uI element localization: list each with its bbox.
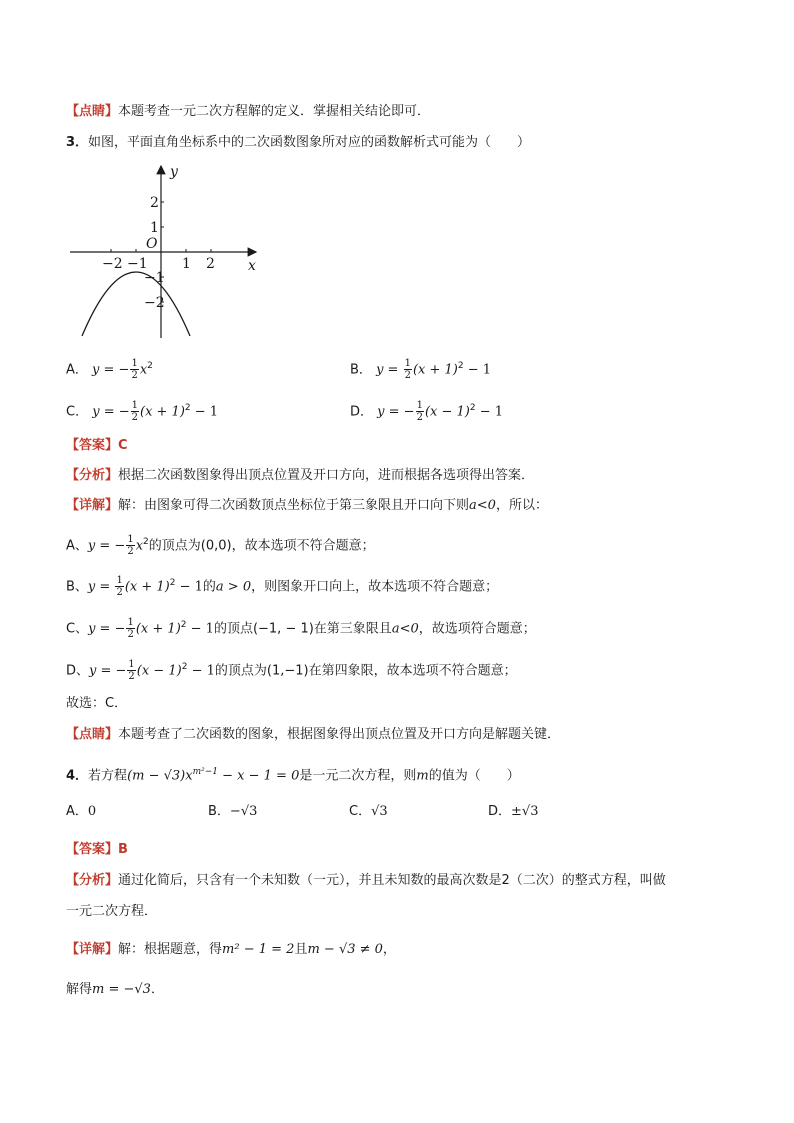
q3-choose [66,694,734,714]
option-b[interactable] [350,356,491,381]
question-text: 如图，平面直角坐标系中的二次函数图象所对应的函数解析式可能为（ ） [88,135,531,150]
analysis-tag: 【分析】 [66,873,119,888]
option-label: A． [66,362,88,378]
formula-part: x [135,538,144,554]
exponent: 2 [181,662,188,672]
q3-answer [66,436,734,456]
fraction: $\frac{1}{2}$ [131,358,138,382]
formula-part: (x + 1) [140,404,185,420]
detail-math: a<0 [469,498,496,513]
formula-part: y = − [87,538,126,554]
explain-math: a > 0 [215,579,252,595]
exponent: m²−1 [192,767,218,777]
solve-text: ． [150,982,164,997]
fraction: $\frac{1}{2}$ [127,534,134,558]
option-b[interactable] [208,802,257,822]
option-d[interactable] [488,802,538,822]
answer-tag: 【答案】 [66,842,119,857]
option-label: A． [66,804,88,819]
exponent: 2 [169,578,176,588]
explain-text: ，则图象开口向上，故本选项不符合题意； [251,579,499,595]
explain-text: ，故选项符合题意； [418,621,536,637]
x-axis-label: x [248,258,256,274]
option-value: −√3 [229,804,258,819]
detail-math: m − √3 ≠ 0 [307,942,383,957]
detail-tag: 【详解】 [66,942,119,957]
q3-analysis [66,466,734,486]
explain-b [66,573,734,598]
option-label: D． [488,804,512,819]
fraction: $\frac{1}{2}$ [128,659,135,683]
equation: (m − √3)x [127,768,193,784]
fraction: $\frac{1}{2}$ [416,400,423,424]
formula-part: y = − [92,404,130,420]
option-a[interactable] [66,356,153,381]
parabola-curve [82,272,190,336]
formula-part: y = [87,579,115,595]
formula-part: (x + 1) [135,621,181,637]
formula-part: y = [376,362,403,378]
solve-math: m = −√3 [92,982,151,997]
x-tick-label: −1 [127,256,148,272]
question-text: 的值为（ ） [428,768,520,784]
formula-part: − 1 [187,663,215,679]
parabola-graph [66,158,266,344]
q4-solve [66,980,734,1000]
exponent: 2 [184,403,191,413]
q2-remark [66,102,734,122]
option-label: D． [350,404,374,420]
detail-tag: 【详解】 [66,498,119,513]
option-a[interactable] [66,802,96,822]
detail-text-end: ，所以： [495,498,548,513]
x-tick-label: 1 [182,256,191,272]
fraction: $\frac{1}{2}$ [116,575,123,599]
fraction: $\frac{1}{2}$ [404,358,411,382]
y-tick-label: −1 [144,270,165,286]
origin-label: O [146,236,158,252]
option-value: 0 [87,804,97,819]
explain-lead: C、 [66,621,89,637]
explain-lead: A、 [66,538,88,554]
explain-a [66,532,734,557]
y-tick-label: −2 [144,295,165,311]
choose-text: 故选：C． [66,696,128,711]
remark-text: 本题考查了二次函数的图象，根据图象得出顶点位置及开口方向是解题关键． [118,727,561,742]
fraction: $\frac{1}{2}$ [127,617,134,641]
exponent: 2 [469,403,476,413]
exponent: 2 [180,620,187,630]
x-tick-label: −2 [102,256,123,272]
solve-text: 解得 [66,982,93,997]
question-number: 3． [66,135,89,150]
formula-part: − 1 [190,404,219,420]
explain-lead: B、 [66,579,88,595]
answer-value: C [118,438,128,453]
answer-tag: 【答案】 [66,438,119,453]
analysis-text: 一元二次方程． [66,904,158,919]
formula-part: y = − [88,621,126,637]
option-value: √3 [371,804,388,819]
y-tick-label: 1 [150,220,159,236]
formula-part: − 1 [175,579,203,595]
analysis-text: 通过化简后，只含有一个未知数（一元），并且未知数的最高次数是2（二次）的整式方程，叫做 [118,873,666,888]
formula-part: − 1 [475,404,504,420]
formula-part: − 1 [463,362,492,378]
y-tick-label: 2 [150,195,159,211]
q4-detail [66,940,734,960]
option-label: B． [350,362,372,378]
formula-part: y = − [92,362,130,378]
remark-tag: 【点睛】 [66,104,119,119]
formula-part: y = − [377,404,415,420]
equation-tail: − x − 1 = 0 [218,768,300,784]
formula-part: (x + 1) [412,362,458,378]
explain-lead: D、 [66,663,90,679]
option-label: C． [66,404,89,420]
q3-detail [66,496,734,516]
option-value: ±√3 [511,804,539,819]
formula-part: − 1 [186,621,214,637]
analysis-tag: 【分析】 [66,468,119,483]
detail-text: 且 [294,942,308,957]
explain-text: 的顶点(−1, − 1)在第三象限且 [213,621,392,637]
exponent: 2 [143,537,149,547]
q4-stem [66,762,734,786]
option-label: C． [349,804,372,819]
formula-part: (x − 1) [136,663,182,679]
explain-c [66,615,734,640]
remark-tag: 【点睛】 [66,727,119,742]
formula-part: (x + 1) [124,579,170,595]
q4-analysis-cont [66,902,734,922]
option-c[interactable] [66,398,218,423]
x-tick-label: 2 [206,256,215,272]
explain-text: 的 [202,579,216,595]
question-text: 若方程 [88,768,128,784]
analysis-text: 根据二次函数图象得出顶点位置及开口方向，进而根据各选项得出答案． [118,468,535,483]
y-axis-label: y [170,164,178,180]
answer-value: B [118,842,128,857]
formula-part: x [139,362,148,378]
formula-part: y = − [89,663,127,679]
explain-text: 的顶点为(0,0)，故本选项不符合题意； [148,538,375,554]
q4-answer [66,840,734,860]
explain-text: 的顶点为(1,−1)在第四象限，故本选项不符合题意； [214,663,517,679]
fraction: $\frac{1}{2}$ [131,400,138,424]
question-text: 是一元二次方程，则 [299,768,417,784]
q3-remark [66,725,734,745]
option-c[interactable] [349,802,388,822]
detail-text: ， [382,942,396,957]
detail-math: m² − 1 = 2 [222,942,295,957]
remark-text: 本题考查一元二次方程解的定义．掌握相关结论即可． [118,104,431,119]
detail-text: 解：由图象可得二次函数顶点坐标位于第三象限且开口向下则 [118,498,470,513]
detail-text: 解：根据题意，得 [118,942,223,957]
exponent: 2 [147,361,153,371]
explain-math: a<0 [391,621,419,637]
option-label: B． [208,804,230,819]
formula-part: (x − 1) [424,404,470,420]
question-number: 4． [66,768,89,784]
exponent: 2 [457,361,464,371]
explain-d [66,657,734,682]
variable: m [416,768,429,784]
q4-analysis [66,871,734,891]
option-d[interactable] [350,398,503,423]
q3-stem [66,133,734,153]
